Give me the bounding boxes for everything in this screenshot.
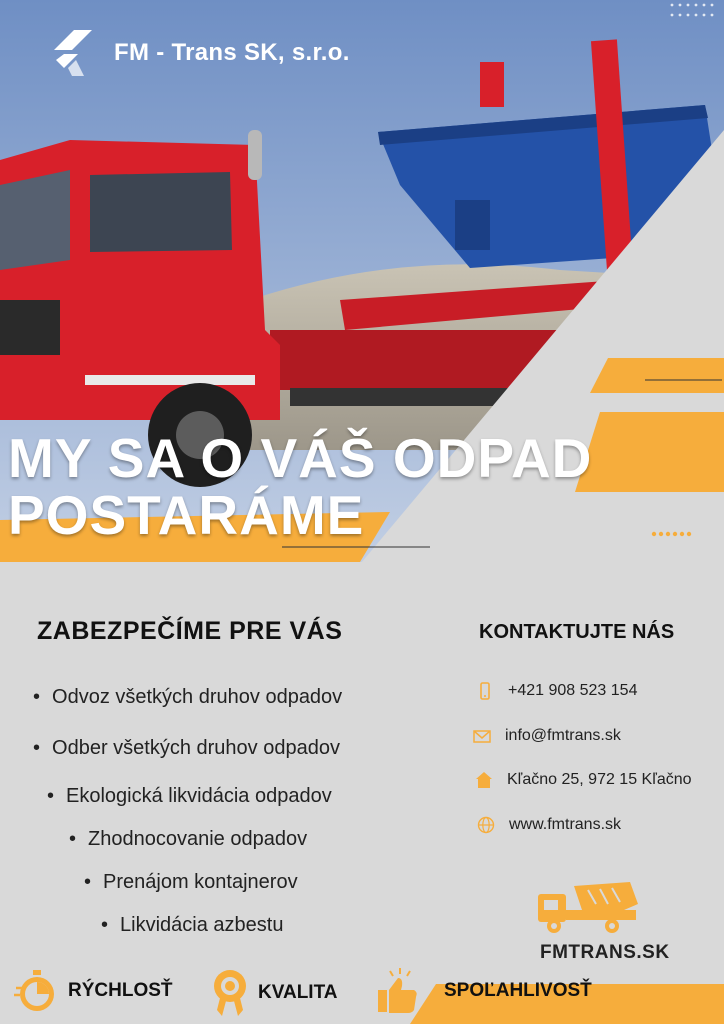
service-item: • Ekologická likvidácia odpadov [47,785,332,808]
thumbs-up-icon [376,966,420,1016]
phone-number: +421 908 523 154 [508,682,638,699]
services-title: ZABEZPEČÍME PRE VÁS [37,617,343,645]
logo-text: FMTRANS.SK [540,942,670,963]
service-item: • Prenájom kontajnerov [84,871,298,894]
service-item: • Odber všetkých druhov odpadov [33,737,340,760]
street-address: Kľačno 25, 972 15 Kľačno [507,771,692,788]
headline-line-1: MY SA O VÁŠ ODPAD [8,427,593,489]
service-item: • Zhodnocovanie odpadov [69,828,307,851]
contact-title: KONTAKTUJTE NÁS [479,621,675,643]
feature-speed [14,968,173,1014]
service-item: • Odvoz všetkých druhov odpadov [33,686,342,709]
headline-line-2: POSTARÁME [8,484,365,546]
feature-quality [212,968,338,1018]
website-url: www.fmtrans.sk [509,816,622,833]
feature-quality-label: KVALITA [258,982,338,1003]
award-icon [212,968,248,1018]
stopwatch-icon [14,968,60,1014]
feature-speed-label: RÝCHLOSŤ [68,980,173,1001]
feature-reliability [376,966,592,1016]
email-address: info@fmtrans.sk [505,727,621,744]
brand-name: FM - Trans SK, s.r.o. [114,39,350,66]
feature-reliability-label: SPOĽAHLIVOSŤ [444,980,592,1001]
service-item: • Likvidácia azbestu [101,914,283,937]
